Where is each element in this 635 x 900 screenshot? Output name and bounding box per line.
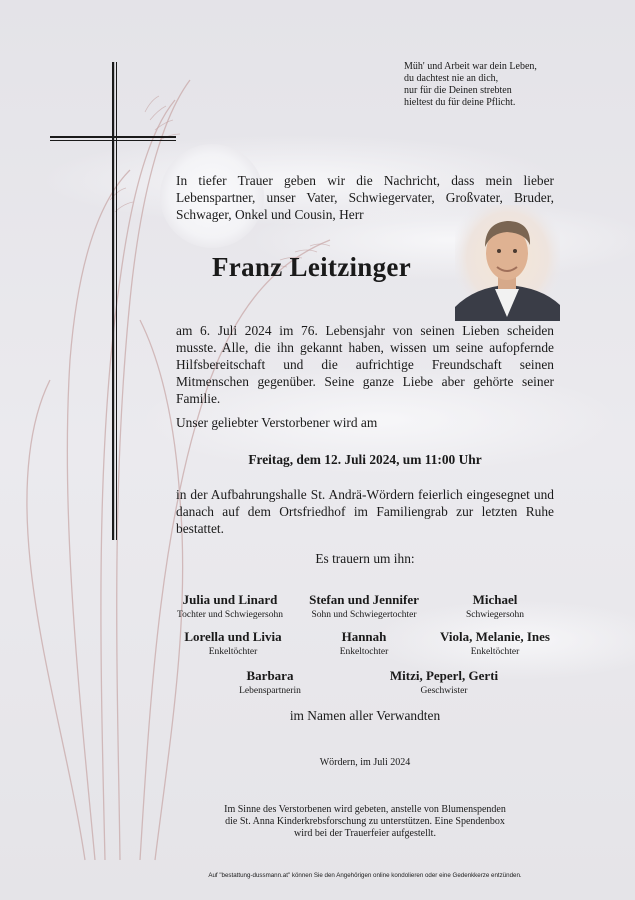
poem-line: du dachtest nie an dich,: [404, 73, 499, 84]
mourners-heading: Es trauern um ihn:: [315, 551, 415, 566]
on-behalf-line: im Namen aller Verwandten: [289, 708, 441, 723]
mourner-relation: Tochter und Schwiegersohn: [177, 610, 283, 620]
mourner-relation: Enkeltochter: [339, 647, 389, 657]
mourner-entry: [415, 592, 575, 620]
mourner-relation: Schwiegersohn: [465, 610, 525, 620]
mourner-name: Lorella und Livia: [184, 629, 282, 644]
mourner-name: Michael: [472, 592, 518, 607]
intro-text: In tiefer Trauer geben wir die Nachricht, dass mein lieber Lebenspartner, unser Vater, Schwiegervater, Großvater, Bruder, Schwager, Onkel und Cousin, Herr: [176, 173, 554, 222]
mourner-entry: [364, 668, 524, 696]
poem-line: nur für die Deinen strebten: [404, 85, 512, 96]
mourner-name: Barbara: [246, 668, 294, 683]
funeral-intro: Unser geliebter Verstorbener wird am: [176, 415, 378, 430]
mourner-relation: Lebenspartnerin: [239, 686, 301, 696]
donation-line: Im Sinne des Verstorbenen wird gebeten, anstelle von Blumenspenden: [224, 804, 506, 815]
poem-line: hieltest du für deine Pflicht.: [404, 97, 516, 108]
funeral-date: Freitag, dem 12. Juli 2024, um 11:00 Uhr: [248, 452, 482, 467]
mourner-name: Julia und Linard: [182, 592, 278, 607]
poem-line: Müh' und Arbeit war dein Leben,: [404, 61, 537, 72]
place-date: Wördern, im Juli 2024: [319, 757, 411, 768]
donation-line: die St. Anna Kinderkrebsforschung zu unterstützen. Eine Spendenbox: [225, 816, 505, 827]
mourner-relation: Enkeltöchter: [208, 647, 258, 657]
mourner-entry: [190, 668, 350, 696]
mourner-name: Hannah: [341, 629, 387, 644]
donation-line: wird bei der Trauerfeier aufgestellt.: [294, 828, 436, 839]
donation-note: [160, 804, 570, 840]
mourner-entry: [415, 629, 575, 657]
obituary-body: am 6. Juli 2024 im 76. Lebensjahr von seinen Lieben scheiden musste. Alle, die ihn gekannt haben, wissen um seine aufopfernde Hilfsbereitschaft und die aufrichtige Freundschaft seinen Mitmenschen gegenüber. Seine ganze Liebe aber gehörte seiner Familie.: [176, 323, 554, 406]
poem: [404, 61, 594, 109]
mourner-name: Viola, Melanie, Ines: [439, 629, 550, 644]
mourner-name: Mitzi, Peperl, Gerti: [389, 668, 499, 683]
mourner-relation: Geschwister: [420, 686, 468, 696]
footer-note: Auf "bestattung-dussmann.at" können Sie den Angehörigen online kondolieren oder eine Gedenkkerze entzünden.: [208, 872, 522, 879]
mourner-relation: Enkeltöchter: [470, 647, 520, 657]
mourner-relation: Sohn und Schwiegertochter: [311, 610, 417, 620]
deceased-name: Franz Leitzinger: [212, 252, 411, 282]
funeral-details: in der Aufbahrungshalle St. Andrä-Wördern feierlich eingesegnet und danach auf dem Ortsfriedhof im Familiengrab zur letzten Ruhe bestattet.: [176, 487, 554, 536]
mourner-name: Stefan und Jennifer: [309, 592, 419, 607]
portrait-photo: [455, 205, 560, 321]
